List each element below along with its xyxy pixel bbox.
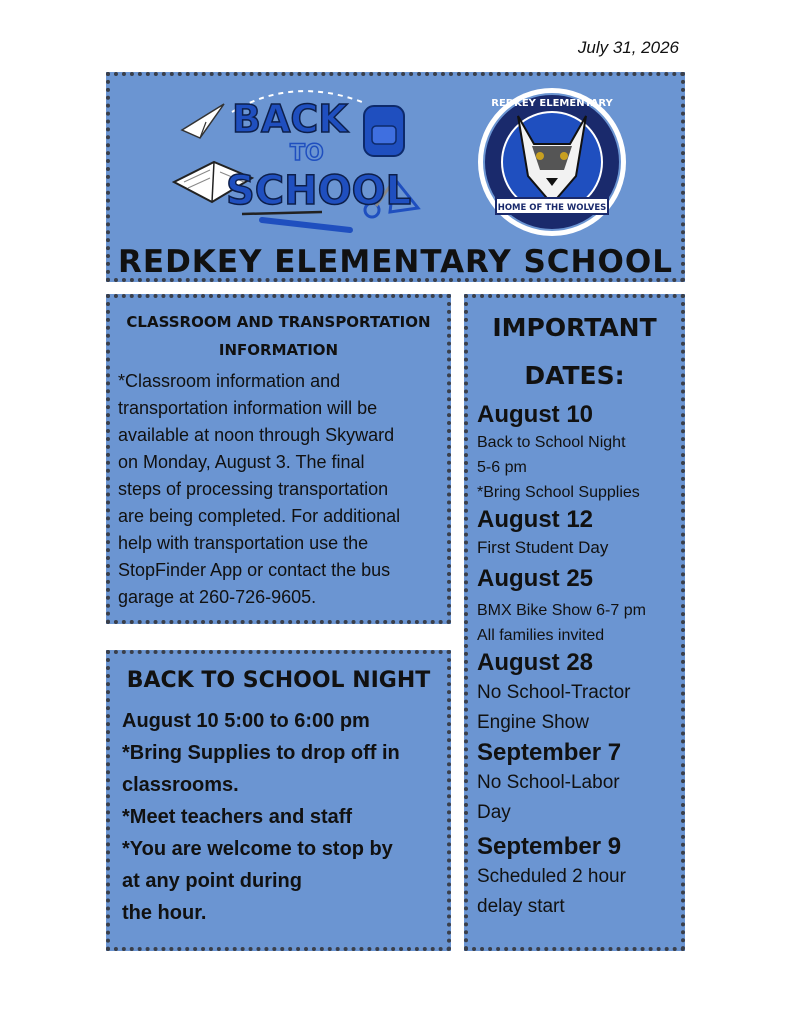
btsn-line: at any point during <box>122 870 302 892</box>
date-item <box>477 564 681 648</box>
badge-top-text: REDKEY ELEMENTARY <box>491 98 613 109</box>
school-name-title: REDKEY ELEMENTARY SCHOOL <box>118 244 673 280</box>
btsn-line: *You are welcome to stop by <box>122 838 393 860</box>
date-detail: Day <box>477 802 511 823</box>
date-heading: August 25 <box>477 565 594 592</box>
date-detail: Engine Show <box>477 712 589 733</box>
backpack-icon <box>364 106 404 156</box>
dates-title-line1: IMPORTANT <box>492 313 657 342</box>
classroom-title-line2: INFORMATION <box>218 341 339 359</box>
document-date: July 31, 2026 <box>577 38 679 57</box>
back-to-school-logo <box>172 82 422 242</box>
classroom-line: help with transportation use the <box>118 533 369 553</box>
wolves-badge-logo <box>476 86 628 238</box>
btsn-line: classrooms. <box>122 774 239 796</box>
paper-plane-icon <box>182 104 224 138</box>
date-item <box>477 738 681 828</box>
dates-panel-title <box>468 304 681 400</box>
date-detail: BMX Bike Show 6-7 pm <box>477 602 646 619</box>
logo-school-text: SCHOOL <box>226 168 412 214</box>
date-detail: First Student Day <box>477 538 609 557</box>
date-heading: August 10 <box>477 401 594 428</box>
date-detail: Back to School Night <box>477 434 626 451</box>
classroom-line: are being completed. For additional <box>118 506 401 526</box>
date-detail: Scheduled 2 hour <box>477 866 626 887</box>
date-heading: August 12 <box>477 506 594 533</box>
classroom-line: garage at 260-726-9605. <box>118 587 317 607</box>
date-heading: September 9 <box>477 833 622 860</box>
date-item <box>477 505 681 560</box>
logo-back-text: BACK <box>232 97 348 141</box>
classroom-panel-title <box>116 308 441 364</box>
header-banner <box>106 72 685 282</box>
important-dates-panel <box>464 294 685 951</box>
classroom-line: on Monday, August 3. The final <box>118 452 365 472</box>
dates-list <box>477 400 681 922</box>
date-detail: No School-Tractor <box>477 682 631 703</box>
date-item <box>477 648 681 738</box>
badge-bottom-text: HOME OF THE WOLVES <box>497 203 607 213</box>
date-heading: August 28 <box>477 649 594 676</box>
classroom-line: *Classroom information and <box>118 371 341 391</box>
btsn-panel-title: BACK TO SCHOOL NIGHT <box>126 668 431 693</box>
logo-to-text: TO <box>290 141 324 166</box>
date-item <box>477 400 681 505</box>
date-detail: All families invited <box>477 627 605 644</box>
classroom-transportation-panel <box>106 294 451 624</box>
btsn-line: *Meet teachers and staff <box>122 806 353 828</box>
pencil-icon <box>262 220 350 230</box>
classroom-line: steps of processing transportation <box>118 479 389 499</box>
btsn-line: August 10 5:00 to 6:00 pm <box>122 710 370 732</box>
date-detail: 5-6 pm <box>477 459 527 476</box>
btsn-line: the hour. <box>122 902 207 924</box>
classroom-title-line1: CLASSROOM AND TRANSPORTATION <box>126 313 431 331</box>
back-to-school-night-panel <box>106 650 451 951</box>
classroom-panel-body <box>118 368 437 611</box>
classroom-line: available at noon through Skyward <box>118 425 395 445</box>
dates-title-line2: DATES: <box>524 361 625 390</box>
date-detail: *Bring School Supplies <box>477 484 640 501</box>
classroom-line: transportation information will be <box>118 398 378 418</box>
btsn-panel-body <box>122 705 439 929</box>
date-detail: delay start <box>477 896 565 917</box>
btsn-line: *Bring Supplies to drop off in <box>122 742 400 764</box>
date-detail: No School-Labor <box>477 772 620 793</box>
classroom-line: StopFinder App or contact the bus <box>118 560 391 580</box>
date-heading: September 7 <box>477 739 622 766</box>
date-item <box>477 832 681 922</box>
